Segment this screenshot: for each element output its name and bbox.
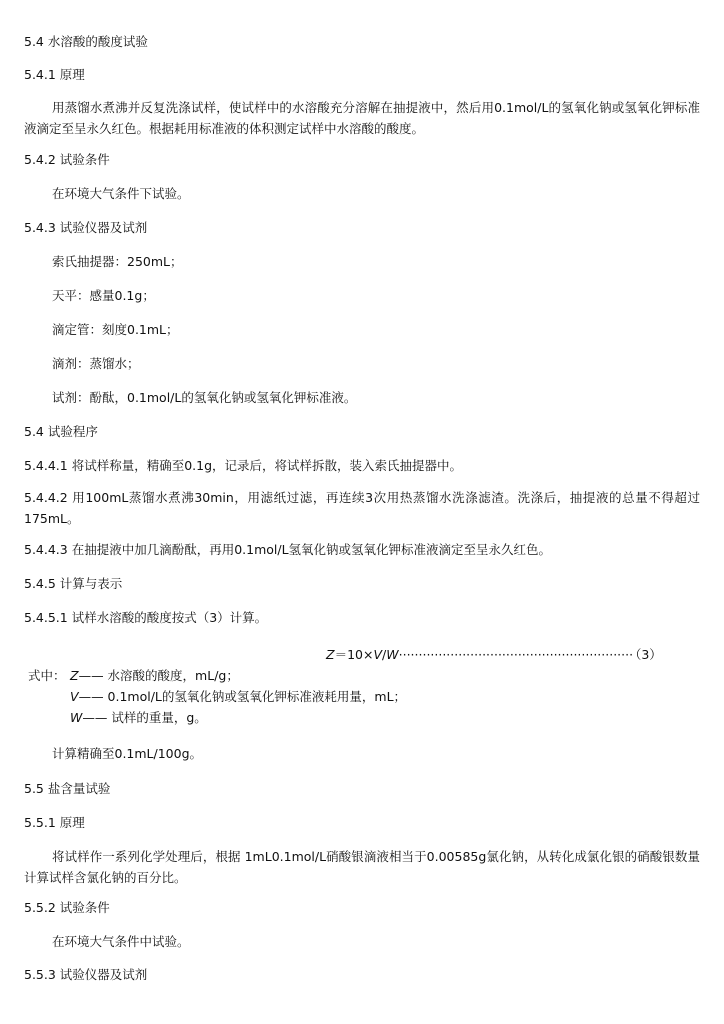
paragraph: 用蒸馏水煮沸并反复洗涤试样，使试样中的水溶酸充分溶解在抽提液中，然后用0.1mol/L的氢氧化钠或氢氧化钾标准液滴定至呈永久红色。根据耗用标准液的体积测定试样中水溶酸的酸度。 <box>24 100 700 136</box>
formula-symbol: Z <box>326 647 335 662</box>
formula-text: / <box>382 647 387 662</box>
list-item: 滴定管：刻度0.1mL； <box>52 322 179 337</box>
subsection-heading: 5.4.5 计算与表示 <box>24 576 123 591</box>
paragraph: 5.4.4.1 将试样称量，精确至0.1g，记录后，将试样拆散，装入索氏抽提器中。 <box>24 458 463 473</box>
variable-symbol: W <box>70 710 83 725</box>
variable-description: —— 试样的重量，g。 <box>82 710 207 725</box>
subsection-heading: 5.4 试验程序 <box>24 424 98 439</box>
formula-symbol: V <box>373 647 383 662</box>
paragraph: 5.4.4.3 在抽提液中加几滴酚酞，再用0.1mol/L氢氧化钠或氢氧化钾标准液滴定至呈永久红色。 <box>24 542 552 557</box>
subsection-heading: 5.4.3 试验仪器及试剂 <box>24 220 148 235</box>
formula <box>326 647 662 663</box>
section-heading: 5.5 盐含量试验 <box>24 781 111 796</box>
variable-description: —— 0.1mol/L的氢氧化钠或氢氧化钾标准液耗用量，mL； <box>78 689 407 704</box>
paragraph: 5.4.4.2 用100mL蒸馏水煮沸30min，用滤纸过滤，再连续3次用热蒸馏水洗涤滤渣。洗涤后，抽提液的总量不得超过175mL。 <box>24 490 700 526</box>
section-heading: 5.4 水溶酸的酸度试验 <box>24 34 148 49</box>
paragraph: 在环境大气条件下试验。 <box>52 186 190 201</box>
subsection-heading: 5.5.1 原理 <box>24 815 85 830</box>
formula-symbol: W <box>386 647 399 662</box>
list-item: 索氏抽提器：250mL； <box>52 254 183 269</box>
variable-definition <box>70 689 406 705</box>
variable-definition <box>70 710 207 726</box>
formula-number: （3） <box>635 647 662 662</box>
list-item: 滴剂：蒸馏水； <box>52 356 140 371</box>
formula-text: ＝10× <box>334 647 374 662</box>
paragraph: 将试样作一系列化学处理后，根据 1mL0.1mol/L硝酸银滴液相当于0.00585g氯化钠，从转化成氯化银的硝酸银数量计算试样含氯化钠的百分比。 <box>24 849 700 885</box>
paragraph: 5.4.5.1 试样水溶酸的酸度按式（3）计算。 <box>24 610 268 625</box>
subsection-heading: 5.5.2 试验条件 <box>24 900 110 915</box>
subsection-heading: 5.5.3 试验仪器及试剂 <box>24 967 148 982</box>
list-item: 试剂：酚酞，0.1mol/L的氢氧化钠或氢氧化钾标准液。 <box>52 390 357 405</box>
subsection-heading: 5.4.2 试验条件 <box>24 152 110 167</box>
paragraph: 在环境大气条件中试验。 <box>52 934 190 949</box>
variable-symbol: V <box>70 689 79 704</box>
subsection-heading: 5.4.1 原理 <box>24 67 85 82</box>
variable-symbol: Z <box>70 668 79 683</box>
formula-leader-dots: ··························································· <box>398 647 634 662</box>
list-item: 天平：感量0.1g； <box>52 288 155 303</box>
paragraph: 计算精确至0.1mL/100g。 <box>52 746 203 761</box>
where-label: 式中： <box>28 668 66 683</box>
variable-definition <box>70 668 239 684</box>
variable-description: —— 水溶酸的酸度，mL/g； <box>78 668 239 683</box>
